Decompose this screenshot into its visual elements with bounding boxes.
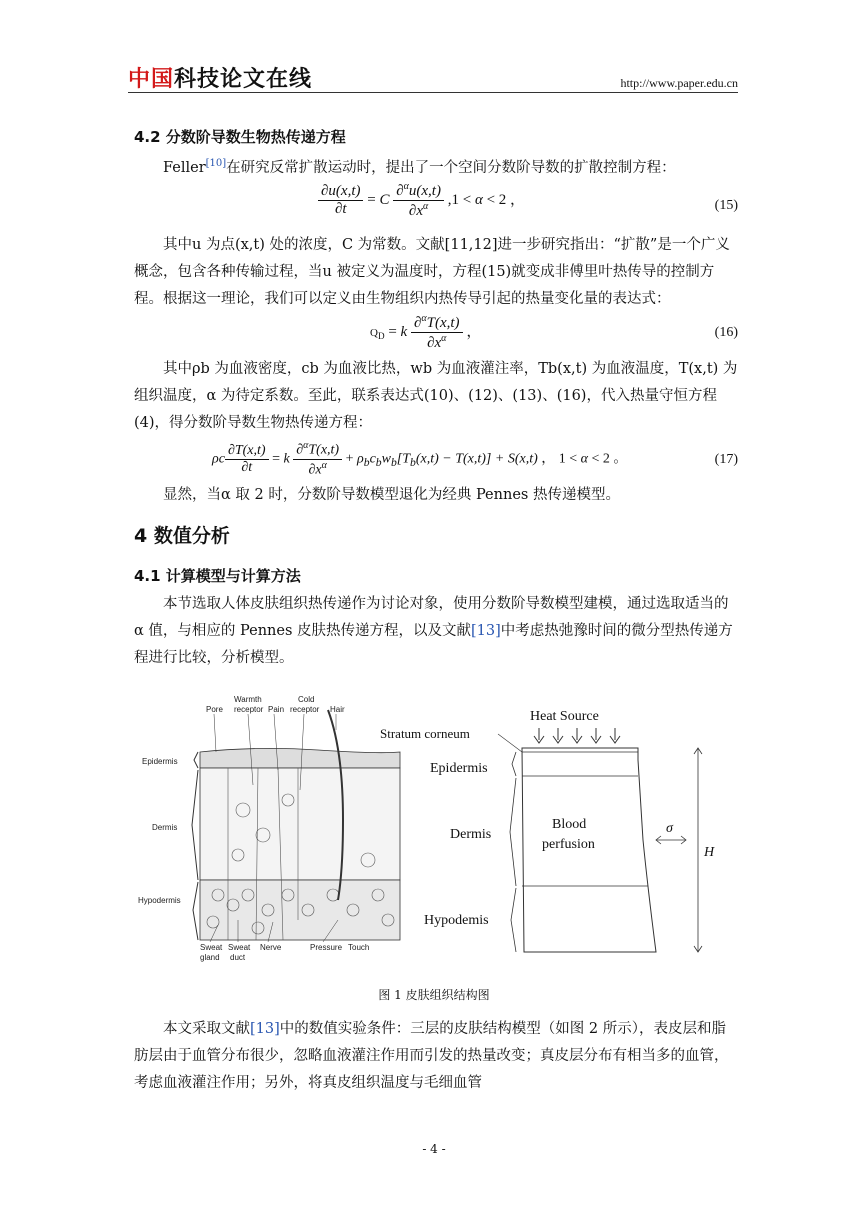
label-epidermis-right: Epidermis [430, 761, 488, 776]
section-4-1-heading: 4.1 计算模型与计算方法 [134, 567, 301, 585]
equation-15-number: (15) [714, 198, 738, 213]
equation-16: $Q_D = k$ $\frac{\partial^\alpha T(x,t)}{\partial x^\alpha}$ ， [370, 313, 482, 351]
label-hypodemis: Hypodemis [424, 913, 489, 928]
paragraph-feller: Feller[10]在研究反常扩散运动时，提出了一个空间分数阶导数的扩散控制方程： [163, 158, 676, 176]
header-url[interactable]: http://www.paper.edu.cn [620, 76, 738, 90]
label-pore: Pore [206, 705, 223, 714]
label-nerve: Nerve [260, 943, 282, 952]
equation-15: $\frac{\partial u(x,t)}{\partial t}$ = C $\frac{\partial^\alpha u(x,t)}{\partial x^\alpha}$ ,1 < α < 2 ， [318, 181, 525, 220]
label-hair: Hair [330, 705, 345, 714]
label-touch: Touch [348, 943, 370, 952]
label-hypodermis-left: Hypodermis [138, 896, 181, 905]
skin-model-schematic [380, 709, 715, 952]
section-4-2-heading: 4.2 分数阶导数生物热传递方程 [134, 128, 346, 146]
citation-13-b[interactable]: [13] [250, 1021, 280, 1037]
equation-17: ρc $\frac{\partial T(x,t)}{\partial t}$ = k $\frac{\partial^\alpha T(x,t)}{\partial x^\alpha}$ + $\rho_bc_bw_b[T_b(x,t) - T(x,t)] + S(x,t)$ ， 1 < α < 2 。 [212, 440, 628, 478]
equation-17-number: (17) [714, 452, 738, 467]
label-sweat-2: Sweat [228, 943, 251, 952]
label-stratum-corneum: Stratum corneum [380, 726, 470, 741]
skin-illustration [138, 695, 400, 962]
equation-16-number: (16) [714, 325, 738, 340]
label-sigma: σ [666, 821, 673, 836]
paragraph-variables: 其中ρb 为血液密度，cb 为血液比热，wb 为血液灌注率，Tb(x,t) 为血液温度，T(x,t) 为组织温度，α 为待定系数。至此，联系表达式(10)、(12)、(13)、(16)，代入热量守恒方程(4)，得分数阶导数生物热传递方程： [134, 361, 738, 431]
paragraph-diffusion: 其中u 为点(x,t) 处的浓度，C 为常数。文献[11,12]进一步研究指出：“扩散”是一个广义概念，包含各种传输过程，当u 被定义为温度时，方程(15)就变成非傅里叶热传导的控制方程。根据这一理论，我们可以定义由生物组织内热传导引起的热量变化量的表达式： [134, 237, 730, 307]
citation-10[interactable]: [10] [205, 158, 227, 169]
page-number: - 4 - [422, 1142, 446, 1156]
label-epidermis-left: Epidermis [142, 757, 178, 766]
header-divider [128, 92, 738, 93]
label-pain: Pain [268, 705, 285, 714]
figure-1-caption: 图 1 皮肤组织结构图 [378, 988, 490, 1002]
label-blood: Blood [552, 817, 587, 832]
paragraph-experiment: 本文采取文献[13]中的数值实验条件：三层的皮肤结构模型（如图 2 所示），表皮层和脂肪层由于血管分布很少，忽略血液灌注作用而引发的热量改变；真皮层分布有相当多的血管，考虑血液灌注作用；另外，将真皮组织温度与毛细血管 [134, 1021, 729, 1091]
skin-structure-figure [138, 690, 738, 970]
label-receptor-2: receptor [290, 705, 320, 714]
paragraph-pennes: 显然，当α 取 2 时，分数阶导数模型退化为经典 Pennes 热传递模型。 [163, 487, 620, 503]
citation-13[interactable]: [13] [471, 623, 501, 639]
label-receptor-1: receptor [234, 705, 264, 714]
site-logo: 中国科技论文在线 [128, 67, 313, 92]
label-gland: gland [200, 953, 220, 962]
label-pressure: Pressure [310, 943, 343, 952]
label-cold: Cold [298, 695, 315, 704]
label-duct: duct [230, 953, 246, 962]
paragraph-model: 本节选取人体皮肤组织热传递作为讨论对象，使用分数阶导数模型建模，通过选取适当的α 值，与相应的 Pennes 皮肤热传递方程，以及文献[13]中考虑热弛豫时间的微分型热传递方程进行比较，分析模型。 [134, 596, 733, 666]
heat-arrows [534, 728, 620, 743]
label-perfusion: perfusion [542, 837, 595, 852]
label-warmth: Warmth [234, 695, 262, 704]
label-dermis-right: Dermis [450, 827, 492, 842]
label-sweat-1: Sweat [200, 943, 223, 952]
section-4-heading: 4 数值分析 [134, 525, 230, 547]
label-heat-source: Heat Source [530, 709, 599, 724]
label-dermis-left: Dermis [152, 823, 178, 832]
label-H: H [704, 845, 715, 860]
